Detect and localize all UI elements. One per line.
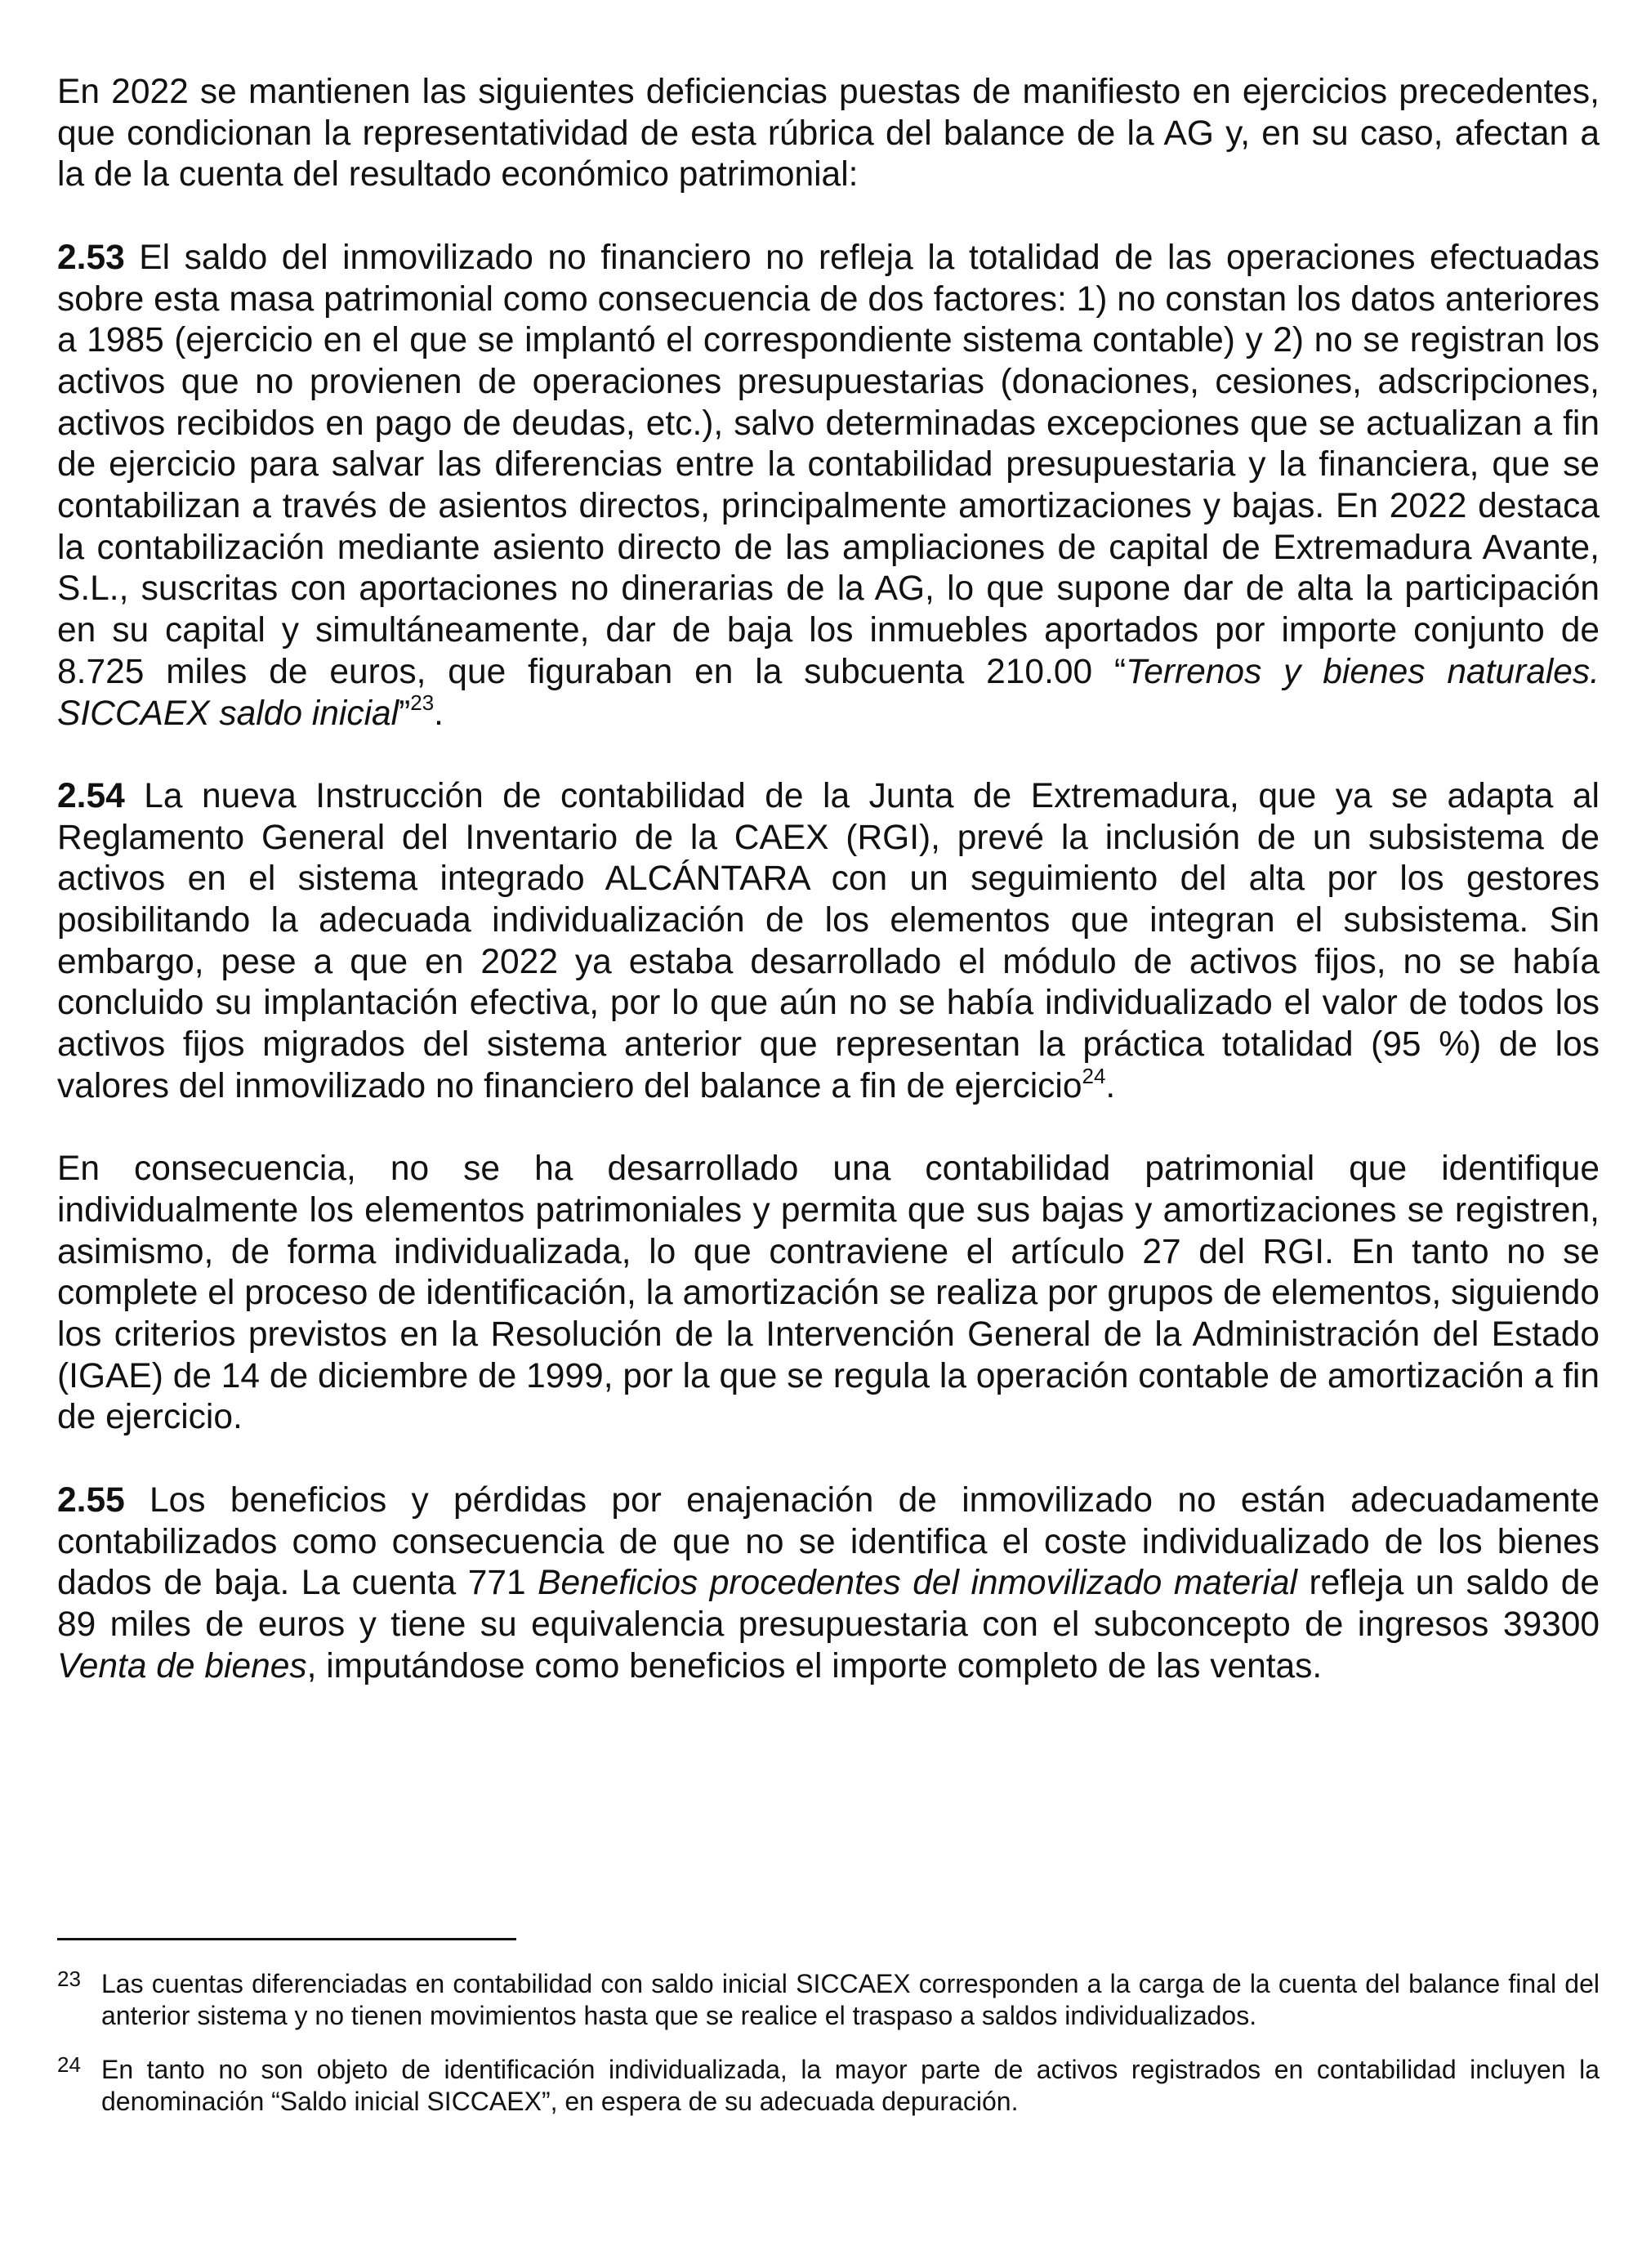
paragraph-text: Los beneficios y pérdidas por enajenación de inmovilizado no están adecuadamente contabilizados como consecuencia de que no se identifica el coste individualizado de los bienes dados de baja. La cuenta 771: [57, 1480, 1600, 1603]
paragraph-end: .: [434, 694, 444, 733]
paragraph-text: refleja un saldo de 89 miles de euros y tiene su equivalencia presupuestaria con el subconcepto de ingresos 39300: [57, 1564, 1600, 1644]
paragraph-text: El saldo del inmovilizado no financiero no refleja la totalidad de las operaciones efectuadas sobre esta masa patrimonial como consecuencia de dos factores: 1) no constan los datos anteriores a 1985 (ejercicio en el que se implantó el correspondiente sistema contable) y 2) no se registran los activos que no provienen de operaciones presupuestarias (donaciones, cesiones, adscripciones, activos recibidos en pago de deudas, etc.), salvo determinadas excepciones que se actualizan a fin de ejercicio para salvar las diferencias entre la contabilidad presupuestaria y la financiera, que se contabilizan a través de asientos directos, principalmente amortizaciones y bajas. En 2022 destaca la contabilización mediante asiento directo de las ampliaciones de capital de Extremadura Avante, S.L., suscritas con aportaciones no dinerarias de la AG, lo que supone dar de alta la participación en su capital y simultáneamente, dar de baja los inmuebles aportados por importe conjunto de 8.725 miles de euros, que figuraban en la subcuenta 210.00 “: [57, 238, 1600, 691]
account-name-italic: Terrenos y bienes naturales. SICCAEX saldo inicial: [57, 652, 1600, 733]
paragraph-number: 2.53: [57, 238, 125, 277]
footnote-ref-24[interactable]: 24: [1082, 1063, 1106, 1088]
paragraph-text: La nueva Instrucción de contabilidad de la Junta de Extremadura, que ya se adapta al Reglamento General del Inventario de la CAEX (RGI), prevé la inclusión de un subsistema de activos en el sistema integrado ALCÁNTARA con un seguimiento del alta por los gestores posibilitando la adecuada individualización de los elementos que integran el subsistema. Sin embargo, pese a que en 2022 ya estaba desarrollado el módulo de activos fijos, no se había concluido su implantación efectiva, por lo que aún no se había individualizado el valor de todos los activos fijos migrados del sistema anterior que representan la práctica totalidad (95 %) de los valores del inmovilizado no financiero del balance a fin de ejercicio: [57, 776, 1600, 1105]
footnotes: [57, 1968, 1600, 2140]
paragraph-2-55: [57, 1480, 1600, 1688]
paragraph-2-54: [57, 776, 1600, 1108]
subconcept-name-italic: Venta de bienes: [57, 1646, 307, 1685]
paragraph-2-53: [57, 238, 1600, 734]
paragraph-number: 2.54: [57, 776, 125, 815]
paragraph-text: , imputándose como beneficios el importe completo de las ventas.: [306, 1646, 1323, 1685]
intro-text: En 2022 se mantienen las siguientes deficiencias puestas de manifiesto en ejercicios precedentes, que condicionan la representatividad de esta rúbrica del balance de la AG y, en su caso, afectan a la de la cuenta del resultado económico patrimonial:: [57, 73, 1600, 194]
footnote-text: En tanto no son objeto de identificación individualizada, la mayor parte de activos registrados en contabilidad incluyen la denominación “Saldo inicial SICCAEX”, en espera de su adecuada depuración.: [101, 2055, 1600, 2116]
document-body: [57, 72, 1600, 1729]
footnote-text: Las cuentas diferenciadas en contabilidad con saldo inicial SICCAEX corresponden a la carga de la cuenta del balance final del anterior sistema y no tienen movimientos hasta que se realice el traspaso a saldos individualizados.: [101, 1969, 1600, 2030]
paragraph-text: En consecuencia, no se ha desarrollado una contabilidad patrimonial que identifique individualmente los elementos patrimoniales y permita que sus bajas y amortizaciones se registren, asimismo, de forma individualizada, lo que contraviene el artículo 27 del RGI. En tanto no se complete el proceso de identificación, la amortización se realiza por grupos de elementos, siguiendo los criterios previstos en la Resolución de la Intervención General de la Administración del Estado (IGAE) de 14 de diciembre de 1999, por la que se regula la operación contable de amortización a fin de ejercicio.: [57, 1150, 1600, 1437]
footnote-24: [57, 2054, 1600, 2118]
paragraph-end: .: [1105, 1066, 1116, 1105]
footnote-number: 23: [57, 1967, 81, 1991]
footnote-23: [57, 1968, 1600, 2032]
paragraph-number: 2.55: [57, 1480, 125, 1520]
account-name-italic: Beneficios procedentes del inmovilizado material: [538, 1564, 1297, 1603]
intro-paragraph: [57, 72, 1600, 196]
footnote-ref-23[interactable]: 23: [410, 690, 435, 716]
footnote-separator: [57, 1938, 516, 1940]
footnote-number: 24: [57, 2052, 81, 2077]
closing-quote: ”: [399, 694, 411, 733]
consecuencia-paragraph: [57, 1149, 1600, 1439]
